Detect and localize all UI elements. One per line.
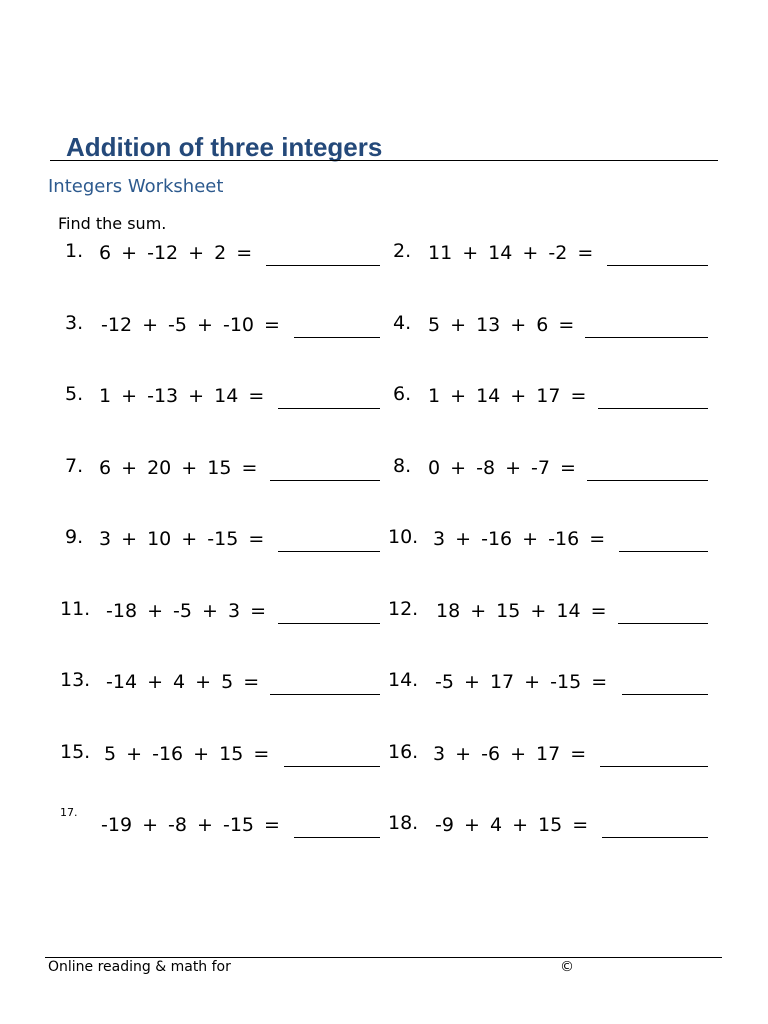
problem-number: 4. [393,312,412,334]
problem-expression: 6 + -12 + 2 = [99,242,253,264]
problem-6 [0,383,768,409]
problem-expression: 11 + 14 + -2 = [428,242,594,264]
problem-number: 13. [60,669,91,691]
problem-number: 10. [388,526,419,548]
problem-16 [0,741,768,767]
problem-expression: 3 + -16 + -16 = [433,528,606,550]
problem-expression: 5 + -16 + 15 = [104,743,270,765]
problem-10 [0,526,768,552]
answer-blank[interactable] [618,623,708,624]
problem-expression: -14 + 4 + 5 = [106,671,260,693]
problem-number: 5. [65,383,84,405]
footer-text: Online reading & math for [48,959,231,975]
problem-expression: -9 + 4 + 15 = [435,814,589,836]
answer-blank[interactable] [600,766,708,767]
answer-blank[interactable] [585,337,708,338]
title-divider [50,160,718,161]
copyright-symbol: © [560,959,574,975]
problem-number: 1. [65,240,84,262]
answer-blank[interactable] [602,837,708,838]
problem-expression: 18 + 15 + 14 = [436,600,607,622]
problem-number: 2. [393,240,412,262]
problem-2 [0,240,768,266]
problem-number: 16. [388,741,419,763]
problem-expression: 1 + 14 + 17 = [428,385,587,407]
problem-number: 14. [388,669,419,691]
problem-12 [0,598,768,624]
problem-expression: -12 + -5 + -10 = [101,314,280,336]
problem-expression: 5 + 13 + 6 = [428,314,575,336]
problem-expression: -5 + 17 + -15 = [435,671,608,693]
problem-4 [0,312,768,338]
problem-14 [0,669,768,695]
problem-18 [0,812,768,838]
answer-blank[interactable] [619,551,708,552]
problem-number: 18. [388,812,419,834]
problem-expression: -18 + -5 + 3 = [106,600,267,622]
problem-number: 7. [65,455,84,477]
problem-number: 3. [65,312,84,334]
answer-blank[interactable] [607,265,708,266]
problem-number: 11. [60,598,91,620]
problem-expression: 6 + 20 + 15 = [99,457,258,479]
problem-expression: -19 + -8 + -15 = [101,814,280,836]
worksheet-subtitle: Integers Worksheet [48,176,224,197]
problem-number: 6. [393,383,412,405]
problem-number: 15. [60,741,91,763]
problem-expression: 3 + -6 + 17 = [433,743,587,765]
problem-number: 9. [65,526,84,548]
problem-expression: 3 + 10 + -15 = [99,528,265,550]
worksheet-title: Addition of three integers [66,132,383,162]
problem-expression: 1 + -13 + 14 = [99,385,265,407]
instructions: Find the sum. [58,214,167,233]
answer-blank[interactable] [587,480,708,481]
problem-expression: 0 + -8 + -7 = [428,457,576,479]
problem-number: 8. [393,455,412,477]
footer-divider [45,957,722,958]
answer-blank[interactable] [622,694,708,695]
answer-blank[interactable] [598,408,708,409]
problem-number: 17. [60,806,78,819]
problem-number: 12. [388,598,419,620]
problem-8 [0,455,768,481]
